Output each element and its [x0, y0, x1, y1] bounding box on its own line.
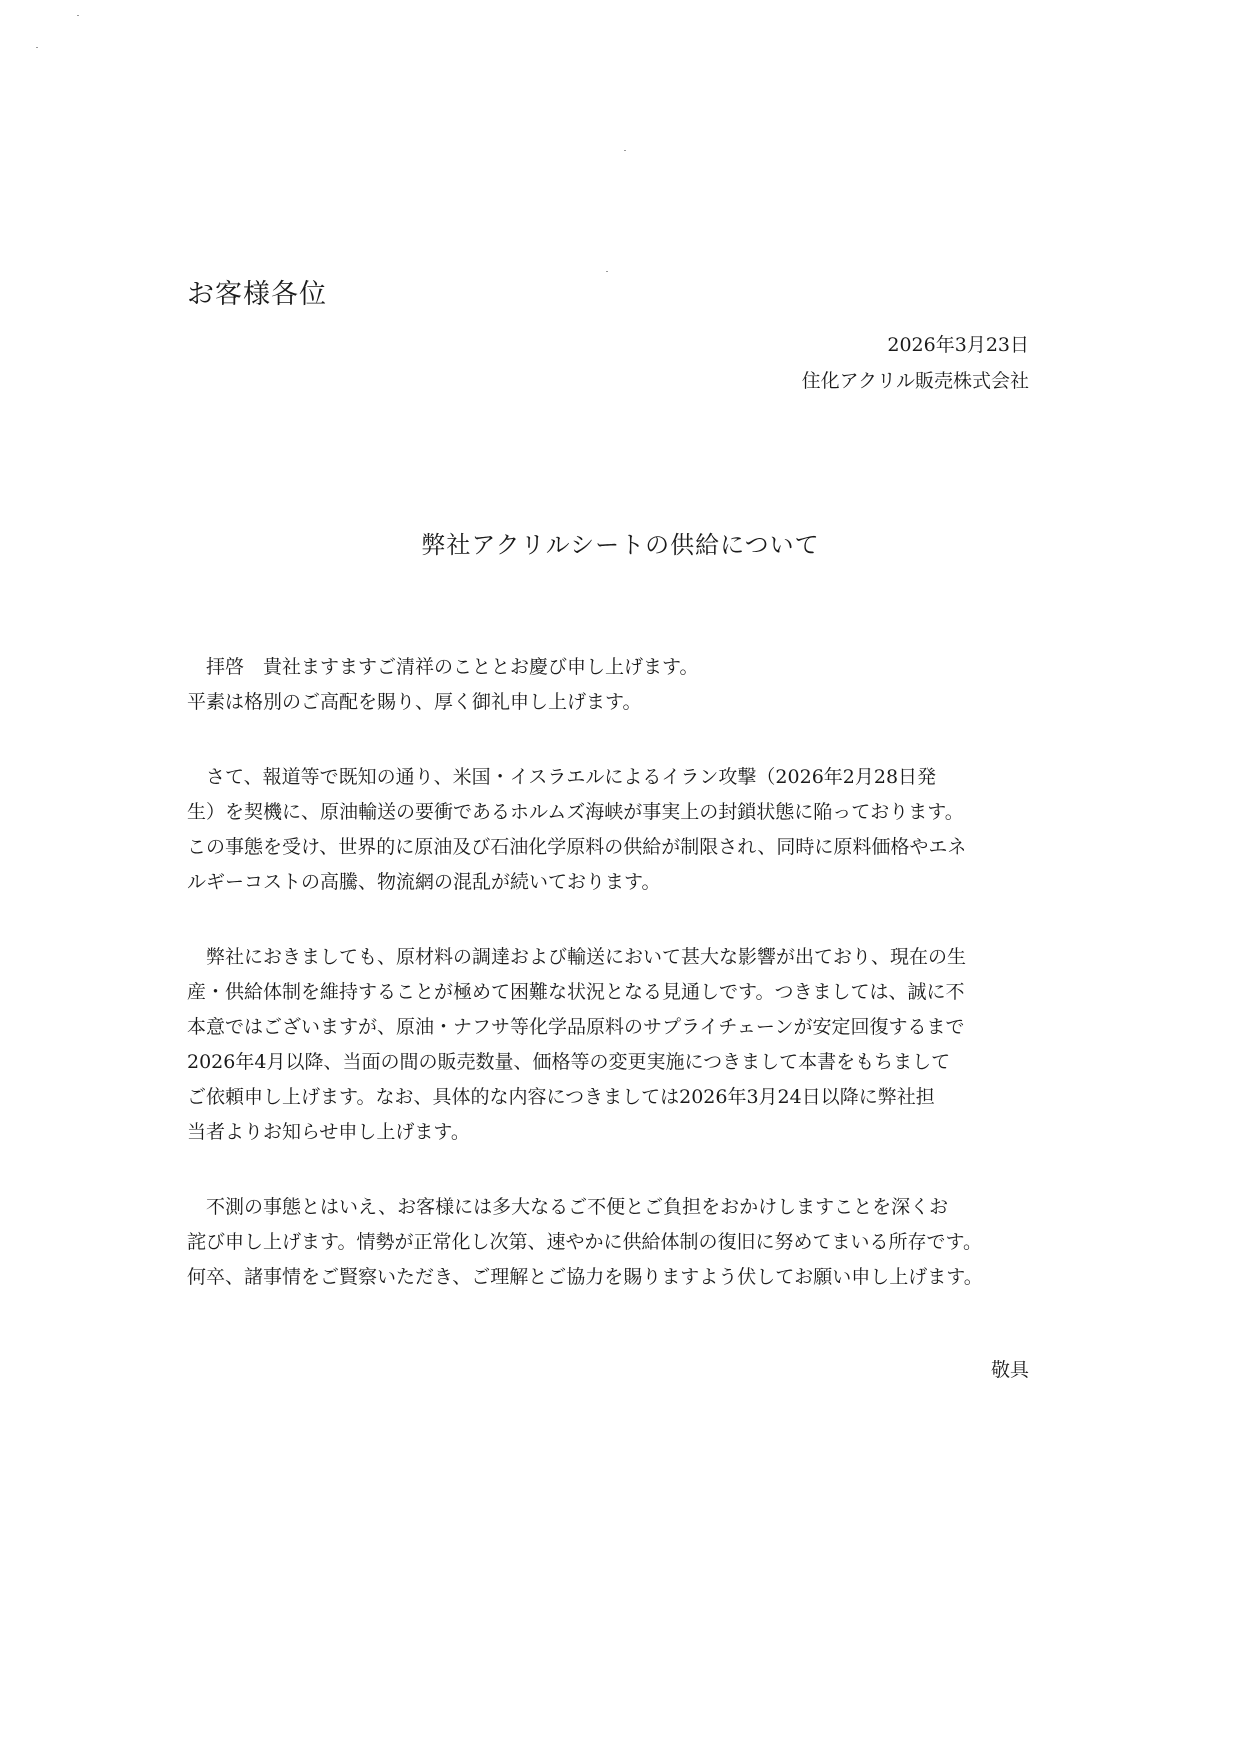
letter-date: 2026年3月23日	[887, 334, 1029, 356]
scan-speck	[36, 47, 38, 48]
greeting-paragraph	[187, 650, 1045, 720]
company-name: 住化アクリル販売株式会社	[801, 370, 1029, 392]
paragraph-line: 平素は格別のご高配を賜り、厚く御礼申し上げます。	[187, 691, 642, 713]
paragraph-line: ルギーコストの高騰、物流網の混乱が続いております。	[187, 871, 661, 893]
paragraph-line: 生）を契機に、原油輸送の要衝であるホルムズ海峡が事実上の封鎖状態に陥っております。	[187, 801, 964, 823]
paragraph-line: ご依頼申し上げます。なお、具体的な内容につきましては2026年3月24日以降に弊社担	[187, 1086, 935, 1108]
addressee: お客様各位	[187, 279, 327, 310]
scan-speck	[77, 15, 79, 16]
scan-speck	[606, 271, 608, 272]
paragraph-line: 何卒、諸事情をご賢察いただき、ご理解とご協力を賜りますよう伏してお願い申し上げます。	[187, 1266, 983, 1288]
paragraph-line: 弊社におきましても、原材料の調達および輸送において甚大な影響が出ており、現在の生	[187, 946, 967, 968]
situation-paragraph	[187, 760, 1045, 900]
apology-paragraph	[187, 1190, 1045, 1295]
paragraph-line: 詫び申し上げます。情勢が正常化し次第、速やかに供給体制の復旧に努めてまいる所存です。	[187, 1231, 982, 1253]
paragraph-line: さて、報道等で既知の通り、米国・イスラエルによるイラン攻撃（2026年2月28日発	[187, 766, 937, 788]
paragraph-line: 拝啓 貴社ますますご清祥のこととお慶び申し上げます。	[187, 656, 699, 678]
letter-title: 弊社アクリルシートの供給について	[421, 531, 820, 559]
closing-salutation: 敬具	[990, 1359, 1029, 1381]
paragraph-line: 当者よりお知らせ申し上げます。	[187, 1121, 470, 1143]
letter-body	[187, 650, 1045, 1335]
paragraph-line: 不測の事態とはいえ、お客様には多大なるご不便とご負担をおかけしますことを深くお	[187, 1196, 949, 1218]
impact-paragraph	[187, 940, 1045, 1150]
paragraph-line: 本意ではございますが、原油・ナフサ等化学品原料のサプライチェーンが安定回復するまで	[187, 1016, 965, 1038]
scan-speck	[624, 150, 626, 151]
paragraph-line: 産・供給体制を維持することが極めて困難な状況となる見通しです。つきましては、誠に不	[187, 981, 965, 1003]
paragraph-line: 2026年4月以降、当面の間の販売数量、価格等の変更実施につきまして本書をもちまして	[187, 1051, 951, 1073]
paragraph-line: この事態を受け、世界的に原油及び石油化学原料の供給が制限され、同時に原料価格やエネ	[187, 836, 967, 858]
